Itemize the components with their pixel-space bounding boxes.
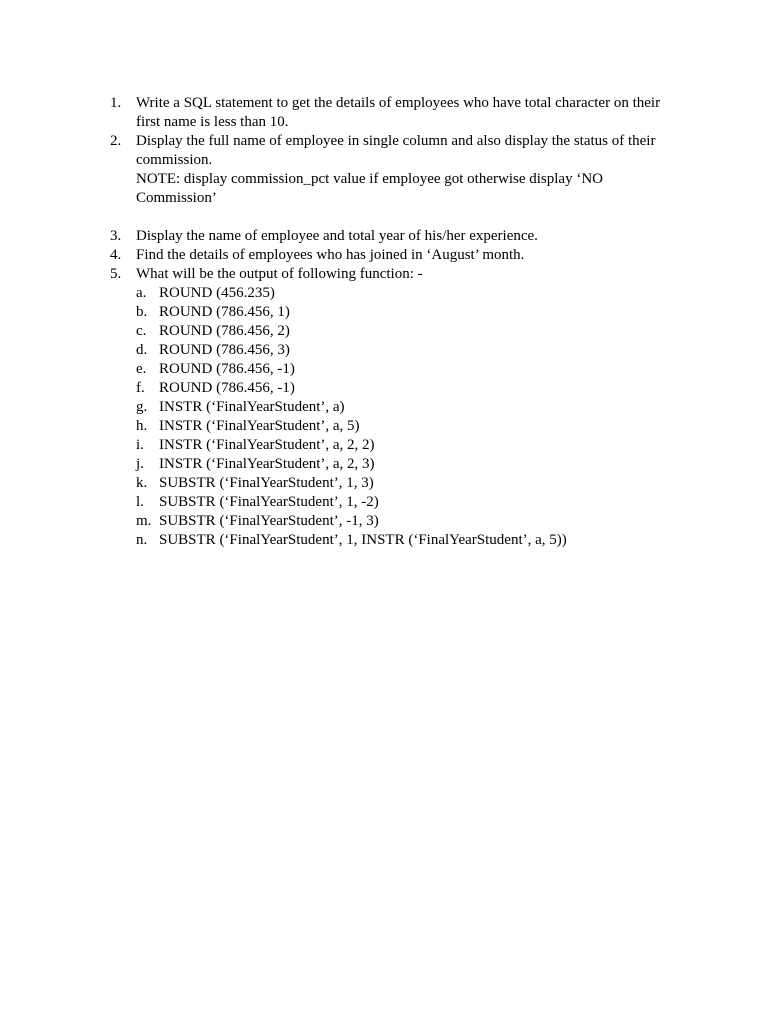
item-text: INSTR (‘FinalYearStudent’, a) (159, 399, 345, 415)
item-letter: k. (136, 475, 148, 491)
item-text: ROUND (786.456, 1) (159, 304, 290, 320)
item-text: SUBSTR (‘FinalYearStudent’, -1, 3) (159, 513, 379, 529)
item-text: SUBSTR (‘FinalYearStudent’, 1, INSTR (‘FinalYearStudent’, a, 5)) (159, 532, 567, 548)
question-number: 3. (110, 228, 122, 244)
item-letter: i. (136, 437, 144, 453)
list-item (136, 512, 670, 531)
list-item (136, 417, 670, 436)
question-text: Display the full name of employee in single column and also display the status of their commission. (136, 133, 656, 168)
list-item (136, 303, 670, 322)
list-item (136, 284, 670, 303)
item-letter: e. (136, 361, 147, 377)
item-text: INSTR (‘FinalYearStudent’, a, 2, 2) (159, 437, 375, 453)
list-item (136, 474, 670, 493)
question-number: 5. (110, 266, 122, 282)
question-text: Display the name of employee and total year of his/her experience. (136, 228, 538, 244)
item-letter: j. (136, 456, 144, 472)
list-item (136, 531, 670, 550)
list-item (136, 360, 670, 379)
item-text: ROUND (786.456, -1) (159, 361, 295, 377)
question-2 (110, 132, 670, 170)
item-letter: f. (136, 380, 145, 396)
list-item (136, 455, 670, 474)
list-item (136, 379, 670, 398)
item-letter: c. (136, 323, 147, 339)
question-5 (110, 265, 670, 284)
item-letter: d. (136, 342, 148, 358)
list-item (136, 341, 670, 360)
item-text: ROUND (786.456, 2) (159, 323, 290, 339)
item-letter: b. (136, 304, 148, 320)
list-item (136, 322, 670, 341)
question-list (110, 94, 670, 550)
item-text: INSTR (‘FinalYearStudent’, a, 5) (159, 418, 360, 434)
item-text: ROUND (786.456, -1) (159, 380, 295, 396)
item-text: SUBSTR (‘FinalYearStudent’, 1, 3) (159, 475, 374, 491)
function-list (136, 284, 670, 550)
item-letter: g. (136, 399, 148, 415)
question-3 (110, 227, 670, 246)
question-1 (110, 94, 670, 132)
item-letter: h. (136, 418, 148, 434)
question-text: Find the details of employees who has joined in ‘August’ month. (136, 247, 525, 263)
item-text: ROUND (456.235) (159, 285, 275, 301)
list-item (136, 493, 670, 512)
list-item (136, 436, 670, 455)
question-4 (110, 246, 670, 265)
question-text: What will be the output of following function: - (136, 266, 423, 282)
item-letter: l. (136, 494, 144, 510)
question-number: 4. (110, 247, 122, 263)
item-text: SUBSTR (‘FinalYearStudent’, 1, -2) (159, 494, 379, 510)
question-number: 1. (110, 95, 122, 111)
item-letter: a. (136, 285, 147, 301)
question-2-note: NOTE: display commission_pct value if employee got otherwise display ‘NO Commission’ (136, 171, 603, 206)
question-number: 2. (110, 133, 122, 149)
item-letter: m. (136, 513, 152, 529)
question-text: Write a SQL statement to get the details of employees who have total character on their first name is less than 10. (136, 95, 661, 130)
blank-line (110, 208, 670, 227)
item-text: ROUND (786.456, 3) (159, 342, 290, 358)
list-item (136, 398, 670, 417)
item-letter: n. (136, 532, 148, 548)
item-text: INSTR (‘FinalYearStudent’, a, 2, 3) (159, 456, 375, 472)
